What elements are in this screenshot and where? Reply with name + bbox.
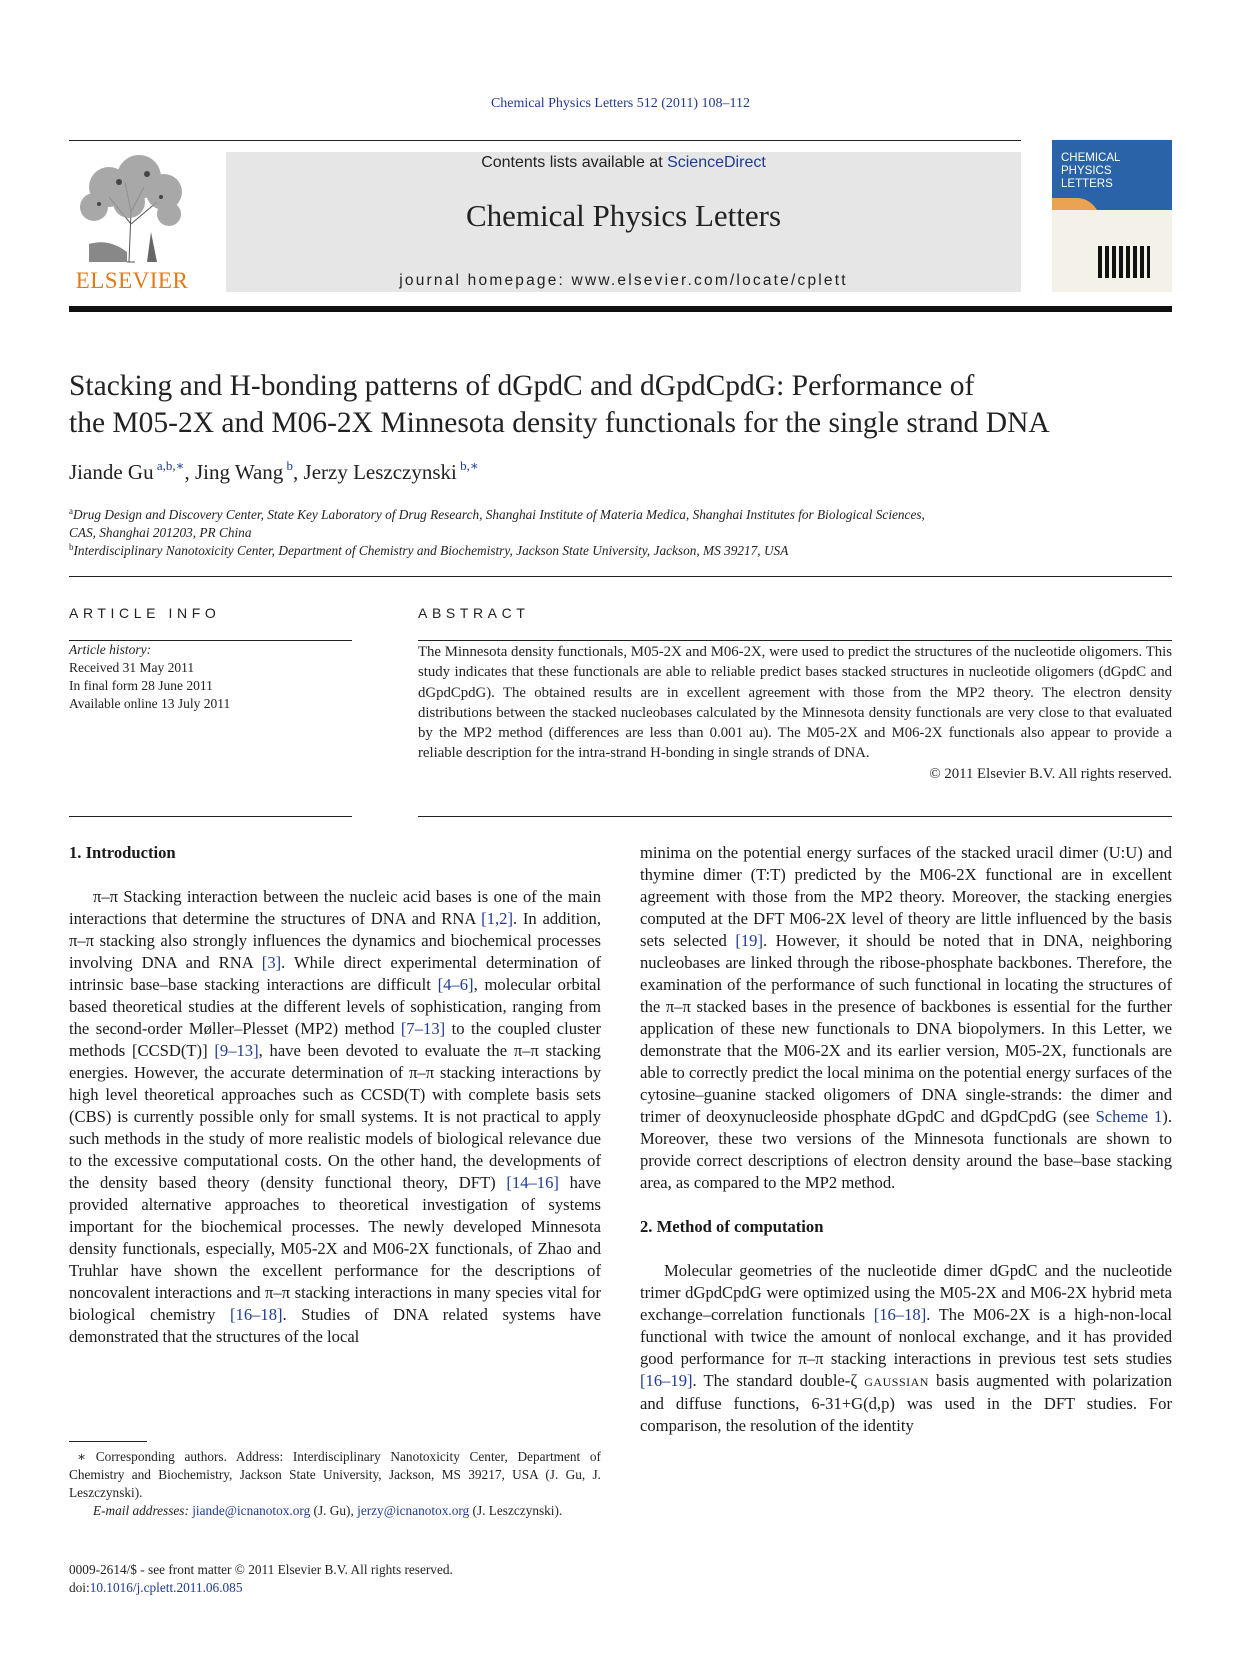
section-rule [69,576,1172,577]
affiliation-a [69,502,1169,542]
reference-link[interactable]: [16–18] [873,1305,927,1324]
cover-barcode [1098,246,1150,278]
abstract-heading: ABSTRACT [418,605,530,621]
footnote-rule [69,1441,147,1442]
abstract-rule [418,640,1172,641]
article-info-heading: ARTICLE INFO [69,605,221,621]
title-line: Stacking and H-bonding patterns of dGpdC and dGpdCpdG: Performance of [69,370,975,402]
reference-link[interactable]: [19] [735,931,763,950]
cover-title [1061,152,1120,191]
title-line: the M05-2X and M06-2X Minnesota density functionals for the single strand DNA [69,407,1050,439]
sciencedirect-link[interactable]: ScienceDirect [667,154,766,171]
affiliation-mark: a [69,506,73,516]
left-column [69,842,601,1348]
affiliation-text: CAS, Shanghai 201203, PR China [69,525,252,540]
front-matter [69,1561,453,1597]
author-affiliation-mark[interactable]: b,∗ [460,458,479,473]
journal-header [226,152,1021,292]
author-separator: , [293,460,304,484]
affiliation-mark: b [69,542,74,552]
received-date: Received 31 May 2011 [69,660,195,675]
text-run: minima on the potential energy surfaces of the stacked uracil dimer (U:U) and thymine dimer (T:T) predicted by the M06-2X functional are in excellent agreement with those from the MP2 theory. Moreover, the stacking energies computed at the DFT M06-2X level of theory are little influenced by the basis sets selected [640,843,1172,950]
article-info-bottom-rule [69,816,352,817]
author-name: Jiande Gu [69,460,154,484]
reference-link[interactable]: [4–6] [437,975,474,994]
contents-line [226,154,1021,172]
abstract-copyright: © 2011 Elsevier B.V. All rights reserved. [929,765,1172,782]
text-run: Molecular geometries of the nucleotide dimer dGpdC and the nucleotide trimer dGpdCpdG were optimized using the M05-2X and M06-2X hybrid meta exchange–correlation functionals [640,1261,1172,1324]
text-run: . While direct experimental determination of intrinsic base–base stacking interactions are difficult [69,953,601,994]
article-title [69,368,1179,442]
footnote-text: ∗ Corresponding authors. Address: Interdisciplinary Nanotoxicity Center, Department of Chemistry and Biochemistry, Jackson State University, Jackson, MS 39217, USA (J. Gu, J. Leszczynski). [69,1449,601,1500]
author-affiliation-mark[interactable]: b [286,458,294,473]
section-heading-method: 2. Method of computation [640,1217,824,1236]
elsevier-logo[interactable] [69,152,195,294]
text-run: . The standard double-ζ [692,1371,865,1390]
issn-line: 0009-2614/$ - see front matter © 2011 Elsevier B.V. All rights reserved. [69,1562,453,1577]
text-run: ). Moreover, these two versions of the Minnesota functionals are shown to provide correct descriptions of electron density around the base–base stacking area, as compared to the MP2 method. [640,1107,1172,1192]
affiliation-text: Interdisciplinary Nanotoxicity Center, Department of Chemistry and Biochemistry, Jackson State University, Jackson, MS 39217, USA [73,543,789,558]
elsevier-wordmark: ELSEVIER [75,268,189,293]
text-run: have provided alternative approaches to theoretical investigation of systems important for the biochemical processes. The newly developed Minnesota density functionals, especially, M05-2X and M06-2X functionals, of Zhao and Truhlar have shown the excellent performance for the descriptions of noncovalent interactions and π–π stacking interactions in many species vital for biological chemistry [69,1173,601,1324]
author-separator: , [184,460,195,484]
contents-prefix: Contents lists available at [481,154,668,171]
text-run: . The M06-2X is a high-non-local functional with twice the amount of nonlocal exchange, and it has provided good performance for π–π stacking interactions in previous test sets studies [640,1305,1172,1368]
author-affiliation-mark[interactable]: a,b,∗ [156,458,185,473]
journal-homepage[interactable]: journal homepage: www.elsevier.com/locate/cplett [399,272,848,289]
email-link[interactable]: jerzy@icnanotox.org [357,1503,470,1518]
header-rule [69,140,1021,141]
text-run: . In addition, π–π stacking also strongly influences the dynamics and biochemical processes involving DNA and RNA [69,909,601,972]
text-run: to the coupled cluster methods [CCSD(T)] [69,1019,601,1060]
reference-link[interactable]: [16–18] [230,1305,283,1324]
cover-title-line: CHEMICAL [1061,152,1121,164]
email-label: E-mail addresses: [93,1503,193,1518]
email-owner: (J. Gu), [310,1503,358,1518]
text-run: . However, it should be noted that in DNA, neighboring nucleobases are linked through the ribose-phosphate backbones. Therefore, the examination of the performance of such functional in locating the structures of the π–π stacked bases in the presence of backbones is essential for the further application of these new functionals to DNA biopolymers. In this Letter, we demonstrate that the M06-2X and its earlier version, M05-2X, functionals are able to correctly predict the local minima on the potential energy surfaces of the cytosine–guanine stacked oligomers of DNA single-strands: the dimer and trimer of deoxynucleoside phosphate dGpdC and dGpdCpdG (see [640,931,1172,1126]
reference-link[interactable]: [16–19] [640,1371,693,1390]
doi-label: doi: [69,1580,90,1595]
email-owner: (J. Leszczynski). [469,1503,563,1518]
text-run: basis augmented with polarization and diffuse functions, 6-31+G(d,p) was used in the DFT studies. For comparison, the resolution of the identity [640,1371,1172,1435]
text-run: , molecular orbital based theoretical studies at the different levels of sophistication, ranging from the second-order Møller–Plesset (MP2) method [69,975,601,1038]
email-line [69,1502,601,1520]
method-paragraph [640,1260,1172,1437]
intro-paragraph [69,886,601,1348]
intro-paragraph-continued [640,842,1172,1194]
author-list [69,458,479,485]
software-name: GAUSSIAN [864,1375,929,1389]
tree-icon [69,152,195,264]
abstract-text: The Minnesota density functionals, M05-2X and M06-2X, were used to predict the structures of the nucleotide oligomers. This study indicates that these functionals are able to reliable predict bases stacked structures in nucleotide oligomers (dGpdC and dGpdCpdG). The obtained results are in excellent agreement with those from the MP2 theory. The electron density distributions between the stacked nucleobases calculated by the Minnesota density functionals are very close to that evaluated by the MP2 method (differences are less than 0.001 au). The M05-2X and M06-2X functionals also appear to provide a reliable description for the intra-strand H-bonding in single strands of DNA. [418,644,1172,762]
reference-link[interactable]: [1,2] [481,909,513,928]
reference-link[interactable]: [9–13] [214,1041,259,1060]
section-heading-introduction: 1. Introduction [69,843,176,862]
online-date: Available online 13 July 2011 [69,696,231,711]
affiliation-text: Drug Design and Discovery Center, State Key Laboratory of Drug Research, Shanghai Institute of Materia Medica, Shanghai Institutes for Biological Sciences, [73,507,925,522]
affiliation-b [69,538,1169,560]
reference-link[interactable]: [14–16] [506,1173,559,1192]
author-name: Jing Wang [194,460,284,484]
scheme-link[interactable]: Scheme 1 [1095,1107,1163,1126]
header-thick-rule [69,306,1172,312]
history-label: Article history: [69,642,152,657]
final-form-date: In final form 28 June 2011 [69,678,213,693]
corresponding-author-footnote [69,1448,601,1520]
right-column [640,842,1172,1437]
journal-name: Chemical Physics Letters [465,198,782,233]
text-run: π–π Stacking interaction between the nucleic acid bases is one of the main interactions that determine the structures of DNA and RNA [69,887,601,928]
abstract-body [418,642,1172,784]
email-link[interactable]: jiande@icnanotox.org [192,1503,311,1518]
journal-cover[interactable] [1052,140,1172,292]
text-run: . Studies of DNA related systems have demonstrated that the structures of the local [69,1305,602,1346]
text-run: , have been devoted to evaluate the π–π stacking energies. However, the accurate determination of π–π stacking interactions by high level theoretical approaches such as CCSD(T) with complete basis sets (CBS) is currently possible only for small systems. It is not practical to apply such methods in the study of more realistic models of biological relevance due to the excessive computational costs. On the other hand, the developments of the density based theory (density functional theory, DFT) [69,1041,601,1192]
reference-link[interactable]: [7–13] [400,1019,446,1038]
article-history [69,641,230,713]
abstract-bottom-rule [418,816,1172,817]
reference-link[interactable]: [3] [261,953,282,972]
cover-title-line: LETTERS [1061,178,1113,190]
cover-title-line: PHYSICS [1061,165,1112,177]
doi-link[interactable]: 10.1016/j.cplett.2011.06.085 [89,1580,243,1595]
journal-citation[interactable]: Chemical Physics Letters 512 (2011) 108–112 [490,96,751,111]
author-name: Jerzy Leszczynski [303,460,457,484]
